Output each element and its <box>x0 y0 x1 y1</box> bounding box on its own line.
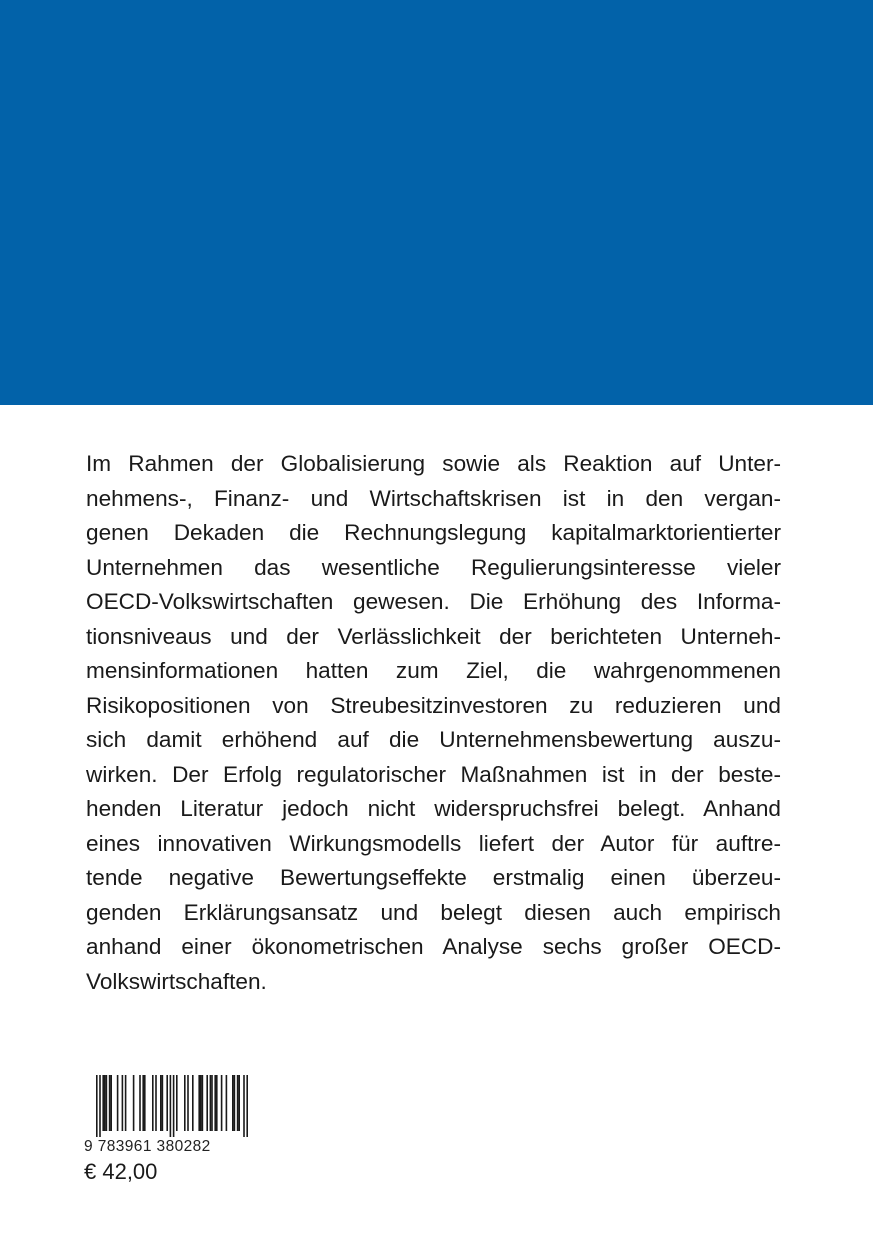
cover-color-band <box>0 0 873 405</box>
blurb-line: tionsniveaus und der Verlässlichkeit der berichteten Unterneh- <box>86 623 781 649</box>
barcode-bar <box>155 1075 157 1131</box>
barcode-bar <box>198 1075 200 1131</box>
barcode-bar <box>125 1075 127 1131</box>
barcode-bar <box>152 1075 154 1131</box>
barcode-bar <box>102 1075 104 1131</box>
back-cover-blurb <box>86 447 781 999</box>
blurb-line: mensinformationen hatten zum Ziel, die wahrgenommenen <box>86 658 781 683</box>
blurb-line: Unternehmen das wesentliche Regulierungsinteresse vieler <box>86 554 781 580</box>
barcode-bar <box>202 1075 204 1131</box>
blurb-line: henden Literatur jedoch nicht widerspruchsfrei belegt. Anhand <box>86 796 781 821</box>
barcode-bar <box>211 1075 213 1131</box>
price-label: € 42,00 <box>84 1159 158 1184</box>
isbn-number: 9 783961 380282 <box>84 1138 211 1155</box>
barcode-bar <box>238 1075 240 1131</box>
barcode-bar <box>96 1075 98 1137</box>
barcode-bars <box>84 1075 248 1137</box>
barcode-bar <box>246 1075 248 1137</box>
barcode-bar <box>104 1075 106 1131</box>
barcode-bar <box>176 1075 178 1131</box>
blurb-line: Im Rahmen der Globalisierung sowie als Reaktion auf Unter- <box>86 451 781 476</box>
barcode-bar <box>187 1075 189 1131</box>
barcode-bar <box>214 1075 216 1131</box>
barcode-bar <box>110 1075 112 1131</box>
blurb-line: nehmens-, Finanz- und Wirtschaftskrisen ist in den vergan- <box>86 485 781 511</box>
barcode-bar <box>160 1075 162 1131</box>
blurb-line: OECD-Volkswirtschaften gewesen. Die Erhöhung des Informa- <box>86 589 781 614</box>
barcode-bar <box>133 1075 135 1131</box>
barcode-bar <box>206 1075 208 1131</box>
barcode-bar <box>221 1075 223 1131</box>
blurb-line: genden Erklärungsansatz und belegt diesen auch empirisch <box>86 899 781 925</box>
blurb-line: Volkswirtschaften. <box>86 968 267 994</box>
barcode-bar <box>226 1075 228 1131</box>
barcode-bar <box>184 1075 186 1131</box>
isbn-barcode <box>84 1075 254 1156</box>
barcode-bar <box>109 1075 111 1131</box>
blurb-line: eines innovativen Wirkungsmodells liefert der Autor für auftre- <box>86 830 781 856</box>
barcode-bar <box>237 1075 239 1131</box>
barcode-bar <box>232 1075 234 1131</box>
barcode-bar <box>162 1075 164 1131</box>
blurb-line: genen Dekaden die Rechnungslegung kapitalmarktorientierter <box>86 520 781 545</box>
barcode-bar <box>166 1075 168 1131</box>
blurb-line: wirken. Der Erfolg regulatorischer Maßnahmen ist in der beste- <box>86 761 781 787</box>
blurb-line: sich damit erhöhend auf die Unternehmensbewertung auszu- <box>86 727 781 752</box>
blurb-line: Risikopositionen von Streubesitzinvestoren zu reduzieren und <box>86 692 781 718</box>
barcode-bar <box>234 1075 236 1131</box>
barcode-bar <box>144 1075 146 1131</box>
blurb-line: tende negative Bewertungseffekte erstmalig einen überzeu- <box>86 865 781 890</box>
blurb-line: anhand einer ökonometrischen Analyse sechs großer OECD- <box>86 934 781 959</box>
barcode-bar <box>216 1075 218 1131</box>
barcode-bar <box>200 1075 202 1131</box>
barcode-bar <box>192 1075 194 1131</box>
barcode-bar <box>99 1075 101 1137</box>
barcode-bar <box>170 1075 172 1137</box>
barcode-bar <box>142 1075 144 1131</box>
barcode-bar <box>117 1075 119 1131</box>
barcode-bar <box>106 1075 108 1131</box>
barcode-bar <box>243 1075 245 1137</box>
barcode-bar <box>210 1075 212 1131</box>
barcode-bar <box>122 1075 124 1131</box>
barcode-bar <box>139 1075 141 1131</box>
barcode-bar <box>173 1075 175 1137</box>
